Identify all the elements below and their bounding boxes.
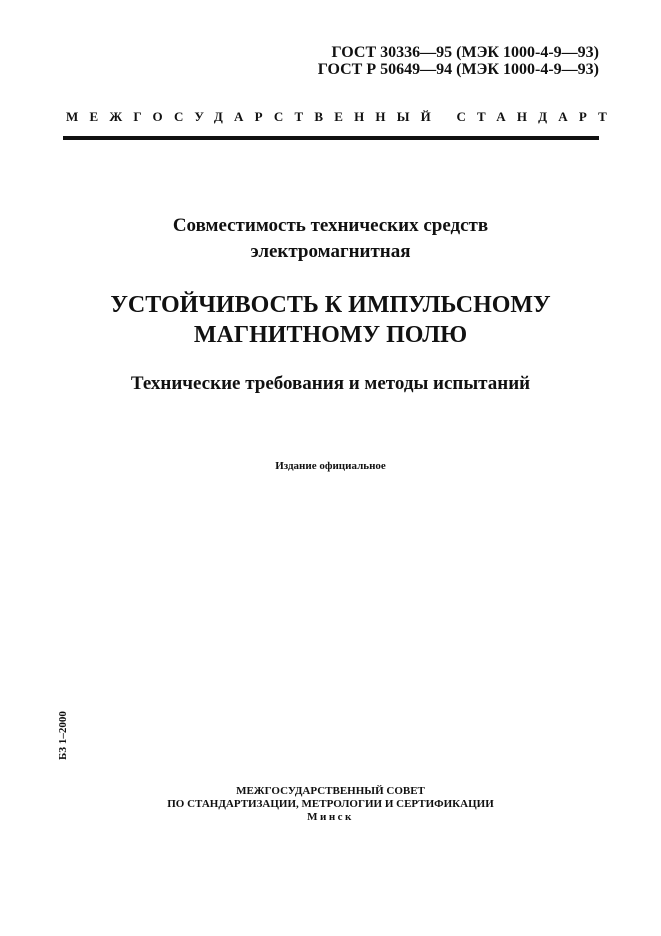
main-title-line-2: МАГНИТНОМУ ПОЛЮ: [193, 322, 468, 348]
publisher-line-2: ПО СТАНДАРТИЗАЦИИ, МЕТРОЛОГИИ И СЕРТИФИКАЦИИ: [167, 798, 494, 810]
subject-title: [0, 213, 661, 265]
publisher: [0, 785, 661, 824]
publisher-city: Минск: [307, 811, 354, 823]
subject-line-2: электромагнитная: [250, 241, 411, 262]
gost-code-2: ГОСТ Р 50649—94 (МЭК 1000-4-9—93): [317, 61, 599, 78]
publisher-line-1: МЕЖГОСУДАРСТВЕННЫЙ СОВЕТ: [236, 785, 425, 797]
subject-line-1: Совместимость технических средств: [172, 215, 489, 236]
header-rule: [63, 136, 599, 140]
gost-code-1: ГОСТ 30336—95 (МЭК 1000-4-9—93): [331, 44, 599, 61]
edition-note: Издание официальное: [275, 460, 386, 472]
standard-kind: МЕЖГОСУДАРСТВЕННЫЙ СТАНДАРТ: [66, 109, 619, 124]
subtitle: Технические требования и методы испытаний: [130, 373, 531, 394]
standard-codes: [318, 44, 599, 78]
main-title: [0, 290, 661, 350]
main-title-line-1: УСТОЙЧИВОСТЬ К ИМПУЛЬСНОМУ: [110, 292, 551, 318]
side-note: БЗ 1–2000: [57, 711, 69, 760]
